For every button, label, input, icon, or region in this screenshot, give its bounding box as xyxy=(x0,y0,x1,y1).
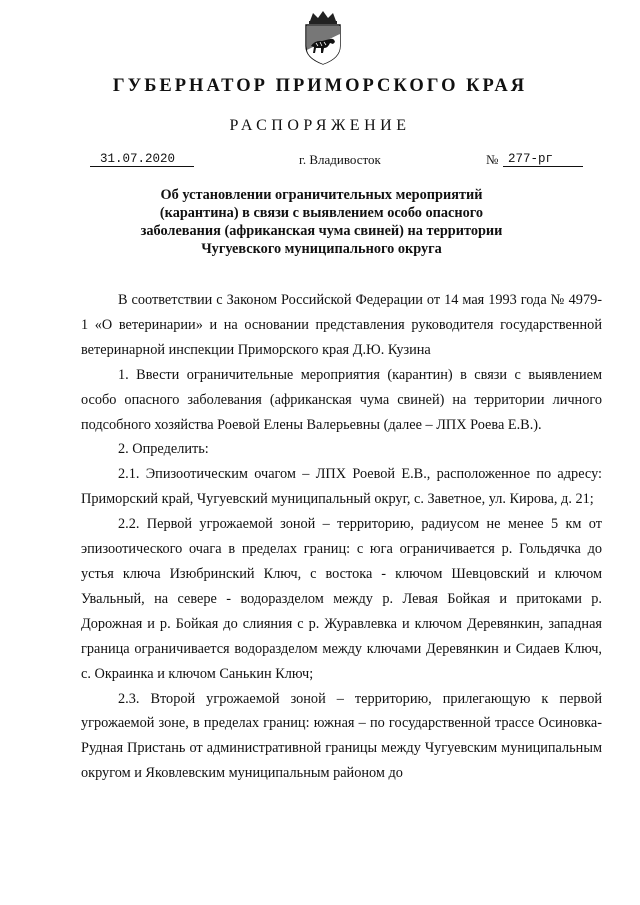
clause-2-3: 2.3. Второй угрожаемой зоной – территорию, прилегающую к первой угрожаемой зоне, в пределах границ: южная – по государственной трассе Осиновка-Рудная Пристань от административной границы между Чугуевским муниципальным округом и Яковлевским муниципальным районом до xyxy=(81,690,602,782)
document-body xyxy=(81,288,602,786)
document-date: 31.07.2020 xyxy=(90,152,194,167)
clause-2: 2. Определить: xyxy=(118,441,209,458)
document-number: 277-рг xyxy=(503,152,583,167)
number-label: № xyxy=(486,152,499,167)
clause-2-2: 2.2. Первой угрожаемой зоной – территорию, радиусом не менее 5 км от эпизоотического очага в пределах границ: с юга ограничивается р. Гольдячка до устья ключа Изюбринский Ключ, с востока - ключом Шевцовский и ключом Увальный, на севере - водоразделом между р. Левая Бойкая и притоками р. Дорожная и р. Бойкая до слияния с р. Журавлевка и ключом Деревянкин, западная граница ограничивается водоразделом между ключами Деревянкин и Сидаев Ключ, с. Окраинка и ключом Санькин Ключ; xyxy=(81,516,602,682)
clause-2-1: 2.1. Эпизоотическим очагом – ЛПХ Роевой Е.В., расположенное по адресу: Приморский край, Чугуевский муниципальный округ, с. Заветное, ул. Кирова, д. 21; xyxy=(81,466,602,508)
document-type: РАСПОРЯЖЕНИЕ xyxy=(229,117,411,134)
document-city: г. Владивосток xyxy=(299,152,381,167)
clause-1: 1. Ввести ограничительные мероприятия (карантин) в связи с выявлением особо опасного заболевания (африканская чума свиней) на территории личного подсобного хозяйства Роевой Елены Валерьевны (далее – ЛПХ Роева Е.В.). xyxy=(81,366,602,433)
issuer-title: ГУБЕРНАТОР ПРИМОРСКОГО КРАЯ xyxy=(112,76,528,96)
primorsky-coat-of-arms-icon xyxy=(300,10,346,66)
document-title: Об установлении ограничительных мероприятий (карантина) в связи с выявлением особо опасного заболевания (африканская чума свиней) на территории Чугуевского муниципального округа xyxy=(140,187,503,257)
preamble-paragraph: В соответствии с Законом Российской Федерации от 14 мая 1993 года № 4979-1 «О ветеринарии» и на основании представления руководителя государственной ветеринарной инспекции Приморского края Д.Ю. Кузина xyxy=(81,292,602,358)
